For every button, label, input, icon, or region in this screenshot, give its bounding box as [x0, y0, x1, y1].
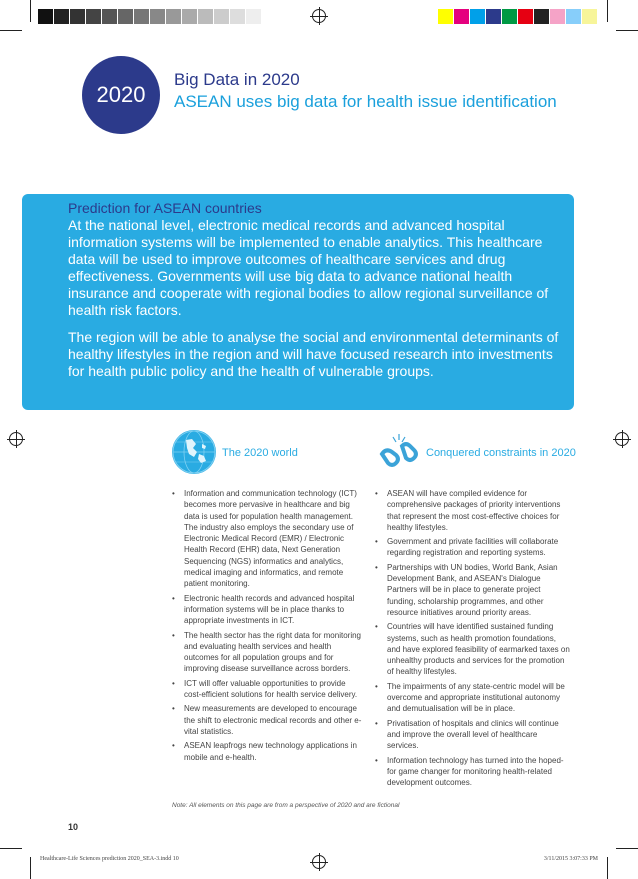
list-item: • ASEAN leapfrogs new technology applications in mobile and e-health.: [172, 740, 364, 763]
page-title: Big Data in 2020: [174, 70, 300, 89]
crop-mark: [0, 848, 22, 849]
year-badge: 2020: [82, 56, 160, 134]
color-swatch: [454, 9, 469, 24]
left-bullet-list: [172, 488, 364, 763]
crop-mark: [616, 30, 638, 31]
color-swatch: [566, 9, 581, 24]
crop-mark: [616, 848, 638, 849]
color-swatch: [518, 9, 533, 24]
color-swatch: [246, 9, 261, 24]
list-item: • Partnerships with UN bodies, World Bank, Asian Development Bank, and ASEAN's Dialogue Partners will be in place to generate project funding, scholarship programmes, and other resource initiatives around priority areas.: [375, 562, 571, 618]
registration-mark-icon: [9, 432, 23, 446]
list-item: • The health sector has the right data for monitoring and evaluating health services and health outcomes for all population groups and for improving disease surveillance across borders.: [172, 630, 364, 675]
color-swatch: [214, 9, 229, 24]
page-number: 10: [68, 822, 79, 832]
list-item: • ICT will offer valuable opportunities to provide cost-efficient solutions for health service delivery.: [172, 678, 364, 701]
color-swatch: [534, 9, 549, 24]
list-item: • Privatisation of hospitals and clinics will continue and improve the overall level of healthcare services.: [375, 718, 571, 752]
color-swatch: [118, 9, 133, 24]
color-swatch: [198, 9, 213, 24]
registration-mark-icon: [312, 855, 326, 869]
left-column-heading: The 2020 world: [222, 447, 298, 459]
color-swatch: [230, 9, 245, 24]
page-subtitle: ASEAN uses big data for health issue identification: [174, 92, 557, 111]
globe-icon: [172, 430, 216, 474]
banner-paragraph: At the national level, electronic medical records and advanced hospital information systems will be implemented to enable analytics. This healthcare data will be used to improve outcomes of healthcare services and drug effectiveness. Governments will use big data to advance national health insurance and cooperate with regional bodies to allow regional surveillance of health risk factors.: [68, 217, 549, 318]
crop-mark: [30, 857, 31, 879]
color-swatch: [502, 9, 517, 24]
color-swatch: [582, 9, 597, 24]
color-swatch: [54, 9, 69, 24]
file-slug: Healthcare-Life Sciences prediction 2020_SEA-3.indd 10: [40, 856, 179, 862]
print-timestamp: 3/11/2015 3:07:33 PM: [543, 856, 598, 862]
list-item: • Government and private facilities will collaborate regarding registration and reporting systems.: [375, 536, 571, 559]
crop-mark: [607, 857, 608, 879]
color-swatch: [134, 9, 149, 24]
crop-mark: [607, 0, 608, 22]
broken-chain-icon: [378, 432, 420, 472]
color-swatch: [38, 9, 53, 24]
list-item: • New measurements are developed to encourage the shift to electronic medical records and other e-vital statistics.: [172, 703, 364, 737]
registration-mark-icon: [312, 9, 326, 23]
footnote: Note: All elements on this page are from a perspective of 2020 and are fictional: [172, 802, 400, 809]
color-swatch: [438, 9, 453, 24]
color-swatch: [86, 9, 101, 24]
banner-heading: Prediction for ASEAN countries: [68, 200, 262, 216]
prediction-banner-content: [68, 200, 568, 390]
list-item: • The impairments of any state-centric model will be overcome and appropriate institutional autonomy and demutualisation will be in place.: [375, 681, 571, 715]
banner-paragraph: The region will be able to analyse the social and environmental determinants of healthy lifestyles in the region and will have focused research into investments for health public policy and the health of vulnerable groups.: [68, 329, 559, 379]
list-item: • Information and communication technology (ICT) becomes more pervasive in healthcare and big data is used for population health management. The industry also employs the secondary use of Electronic Medical Record (EMR) / Electronic Health Record (EHR) data, Next Generation Sequencing (NGS) informatics and analytics, medical imaging and informatics, and remote patient monitoring.: [172, 488, 364, 590]
color-swatch: [470, 9, 485, 24]
crop-mark: [0, 30, 22, 31]
color-swatch: [166, 9, 181, 24]
color-swatch: [182, 9, 197, 24]
right-column-list: [375, 488, 571, 791]
list-item: • Information technology has turned into the hoped-for game changer for monitoring health-related development outcomes.: [375, 755, 571, 789]
color-swatch: [486, 9, 501, 24]
list-item: • Electronic health records and advanced hospital information systems will be in place thanks to appropriate investments in ICT.: [172, 593, 364, 627]
list-item: • Countries will have identified sustained funding systems, such as health promotion foundations, and have explored feasibility of earmarked taxes on unhealthy products and services for the promotion of healthy lifestyles.: [375, 621, 571, 677]
color-swatch: [70, 9, 85, 24]
color-swatch: [102, 9, 117, 24]
right-bullet-list: [375, 488, 571, 788]
registration-mark-icon: [615, 432, 629, 446]
right-column-heading: Conquered constraints in 2020: [426, 447, 576, 459]
color-swatch: [150, 9, 165, 24]
list-item: • ASEAN will have compiled evidence for comprehensive packages of priority interventions that represent the most cost-effective choices for healthy lifestyles.: [375, 488, 571, 533]
crop-mark: [30, 0, 31, 22]
left-column-list: [172, 488, 364, 766]
color-swatch: [550, 9, 565, 24]
